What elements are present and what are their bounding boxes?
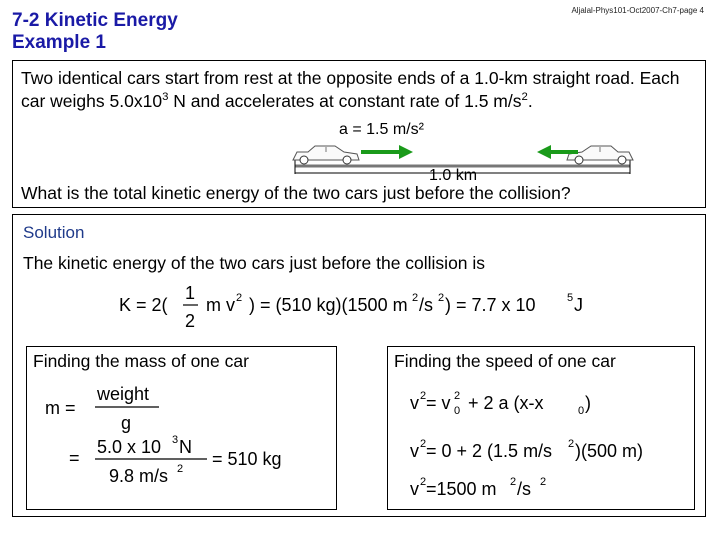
mass-numerator-exp: 3 — [172, 434, 179, 446]
speed-l3-exp3: 2 — [540, 476, 547, 488]
ke-rhs-b: /s — [419, 295, 434, 315]
mass-g: g — [121, 413, 132, 433]
right-pointing-arrow — [361, 145, 413, 159]
mass-panel — [26, 346, 337, 510]
header-note: Aljalal-Phys101-Oct2007-Ch7-page 4 — [571, 6, 704, 15]
speed-l3-exp2: 2 — [510, 476, 517, 488]
speed-panel-title: Finding the speed of one car — [394, 351, 616, 371]
speed-l1-exp1: 2 — [420, 390, 427, 402]
speed-l1-c: + 2 a (x-x — [468, 393, 544, 413]
speed-l1-v: v — [410, 393, 419, 413]
mass-result: = 510 kg — [212, 449, 282, 469]
ke-rhs-d: J — [574, 295, 583, 315]
mass-eq2: = — [69, 448, 80, 468]
speed-l3-b: =1500 m — [426, 479, 497, 499]
title-line-1: 7-2 Kinetic Energy — [12, 10, 178, 31]
ke-mv: m v — [206, 295, 235, 315]
mass-denominator: 9.8 m/s — [109, 466, 169, 486]
ke-rhs-a: ) = (510 kg)(1500 m — [249, 295, 408, 315]
speed-l2-exp2: 2 — [568, 438, 575, 450]
title-line-2: Example 1 — [12, 32, 106, 53]
ke-rhs-exp1: 2 — [412, 292, 419, 304]
speed-panel — [387, 346, 695, 510]
ke-rhs-exp3: 5 — [567, 292, 574, 304]
problem-box — [12, 60, 706, 208]
mass-numerator: 5.0 x 10 — [97, 437, 162, 457]
question-text: What is the total kinetic energy of the two cars just before the collision? — [21, 183, 571, 203]
speed-l1-sub0: 0 — [454, 405, 461, 417]
mass-numerator-unit: N — [179, 437, 192, 457]
acceleration-label: a = 1.5 m/s² — [339, 121, 424, 138]
speed-l2-b: = 0 + 2 (1.5 m/s — [426, 441, 553, 461]
speed-l3-v: v — [410, 479, 419, 499]
ke-rhs-c: ) = 7.7 x 10 — [445, 295, 536, 315]
solution-intro: The kinetic energy of the two cars just before the collision is — [23, 253, 486, 273]
mass-weight: weight — [97, 384, 150, 404]
speed-l1-b: = v — [426, 393, 451, 413]
speed-l1-exp2: 2 — [454, 390, 461, 402]
right-car — [567, 146, 633, 164]
solution-label: Solution — [23, 223, 85, 242]
speed-l2-exp1: 2 — [420, 438, 427, 450]
mass-denominator-exp: 2 — [177, 463, 184, 475]
ke-fraction-denominator: 2 — [185, 311, 196, 331]
speed-l3-c: /s — [517, 479, 532, 499]
speed-l3-exp1: 2 — [420, 476, 427, 488]
mass-derivation — [27, 347, 338, 511]
speed-l1-sub0-b: 0 — [578, 405, 585, 417]
mass-eq-lhs: m = — [45, 398, 76, 418]
slide-title — [12, 10, 178, 54]
problem-statement: Two identical cars start from rest at the opposite ends of a 1.0-km straight road. Each car weighs $5.0x10^3$ N and accelerates at constant rate of 1.5 $m/s^2$. — [21, 68, 680, 111]
speed-derivation — [388, 347, 696, 511]
left-car — [293, 146, 359, 164]
ke-mv-exponent: 2 — [236, 292, 243, 304]
mass-panel-title: Finding the mass of one car — [33, 351, 249, 371]
ke-rhs-exp2: 2 — [438, 292, 445, 304]
speed-l2-c: )(500 m) — [575, 441, 644, 461]
distance-label: 1.0 km — [429, 167, 478, 184]
speed-l1-d: ) — [585, 393, 591, 413]
ke-lhs: K = 2( — [119, 295, 168, 315]
kinetic-energy-equation — [13, 279, 707, 349]
ke-fraction-numerator: 1 — [185, 283, 196, 303]
speed-l2-v: v — [410, 441, 419, 461]
solution-box — [12, 214, 706, 517]
